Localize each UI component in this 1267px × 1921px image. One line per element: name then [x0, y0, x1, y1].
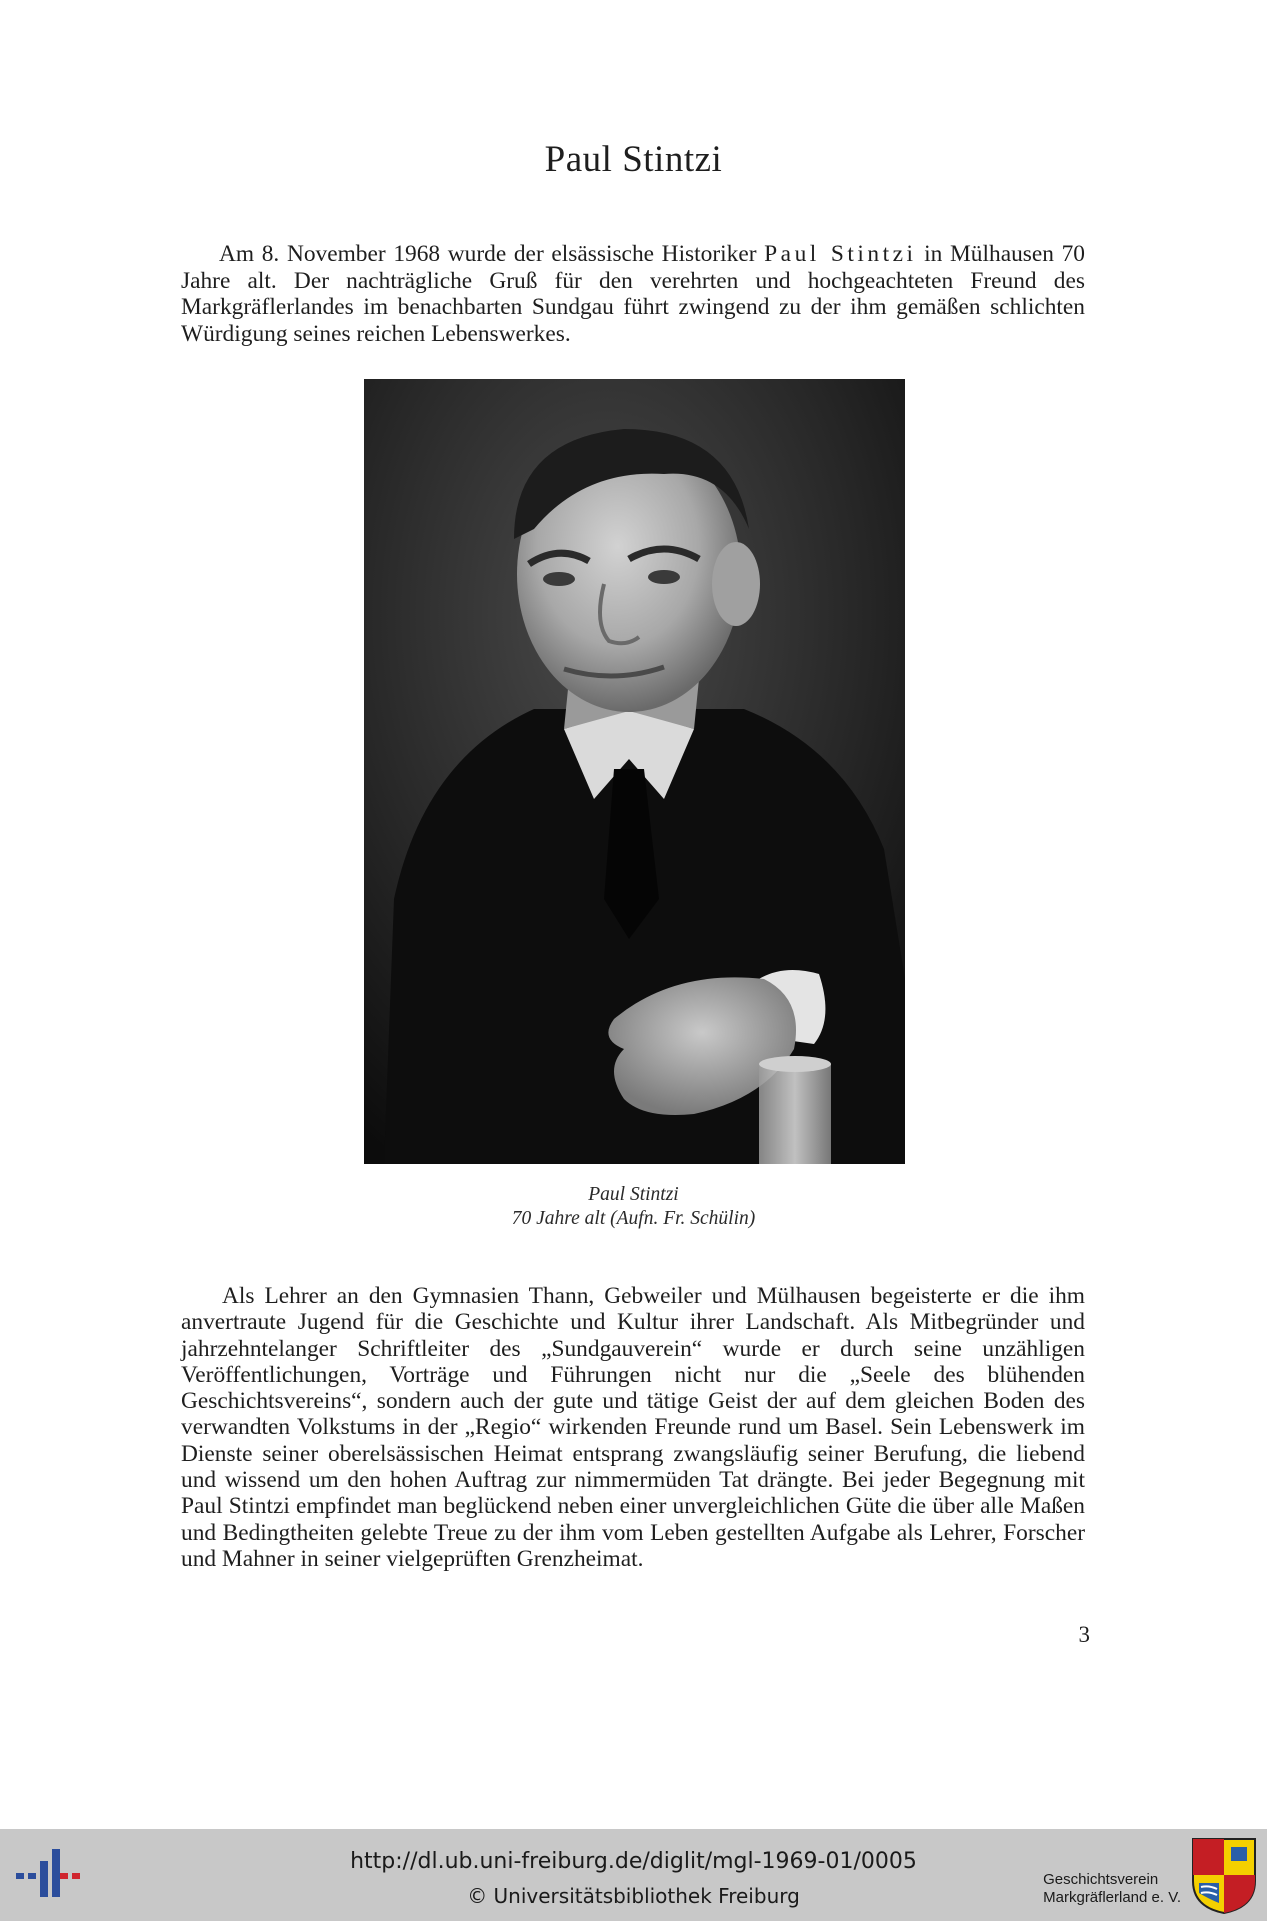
- intro-text-after: in Mülhausen 70 Jahre alt. Der nachträgliche Gruß für den verehrten und hochgeachteten Freund des Markgräflerlandes im benachbarten Sundgau führt zwingend zu der ihm gemäßen schlichten Würdigung seines reichen Lebenswerkes.: [181, 241, 1085, 347]
- caption-line-1: Paul Stintzi: [588, 1184, 679, 1205]
- photo-caption: [0, 1183, 1267, 1231]
- intro-name-spaced: Paul Stintzi: [764, 241, 917, 267]
- page-number: 3: [1078, 1622, 1090, 1647]
- society-line-2: Markgräflerland e. V.: [1043, 1889, 1181, 1906]
- caption-line-2: 70 Jahre alt (Aufn. Fr. Schülin): [511, 1208, 756, 1229]
- society-line-1: Geschichtsverein: [1043, 1871, 1159, 1888]
- footer-bar: [0, 1829, 1267, 1921]
- footer-url-link[interactable]: http://dl.ub.uni-freiburg.de/diglit/mgl-1969-01/0005: [350, 1849, 917, 1874]
- portrait-image: [364, 379, 905, 1164]
- portrait-photo: [364, 379, 905, 1164]
- body-paragraph: [181, 1283, 1085, 1572]
- coat-of-arms-icon[interactable]: [1191, 1837, 1257, 1920]
- intro-text-before: Am 8. November 1968 wurde der elsässische Historiker: [219, 241, 765, 267]
- society-name: [1043, 1871, 1181, 1907]
- intro-paragraph: [181, 241, 1085, 347]
- page-title: Paul Stintzi: [544, 139, 723, 180]
- footer-copyright: © Universitätsbibliothek Freiburg: [467, 1884, 800, 1908]
- body-text: Als Lehrer an den Gymnasien Thann, Gebweiler und Mülhausen begeisterte er die ihm anvertraute Jugend für die Geschichte und Kultur ihrer Landschaft. Als Mitbegründer und jahrzehntelanger Schriftleiter des „Sundgauverein“ wurde er durch seine unzähligen Veröffentlichungen, Vorträge und Führungen nicht nur die „Seele des blühenden Geschichtsvereins“, sondern auch der gute und tätige Geist der auf dem gleichen Boden des verwandten Volkstums in der „Regio“ wirkenden Freunde rund um Basel. Sein Lebenswerk im Dienste seiner oberelsässischen Heimat entsprang zwangsläufig seiner Berufung, die liebend und wissend um den hohen Auftrag zur nimmermüden Tat drängte. Bei jeder Begegnung mit Paul Stintzi empfindet man beglückend neben einer unvergleichlichen Güte die über alle Maßen und Bedingtheiten gelebte Treue zu der ihm vom Leben gestellten Aufgabe als Lehrer, Forscher und Mahner in seiner vielgeprüften Grenzheimat.: [181, 1283, 1085, 1572]
